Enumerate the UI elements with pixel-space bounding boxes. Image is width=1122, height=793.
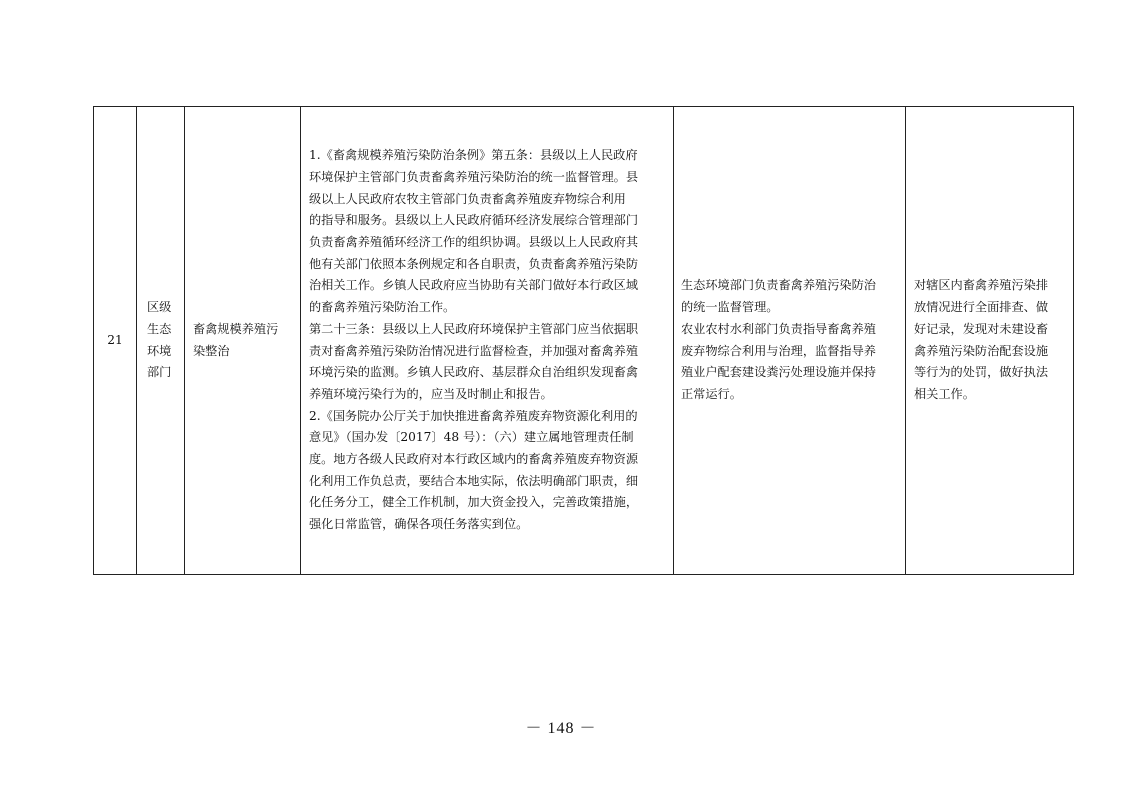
item-cell xyxy=(185,107,301,575)
text-line: 1.《畜禽规模养殖污染防治条例》第五条：县级以上人民政府 xyxy=(309,148,638,163)
text-line: 责对畜禽养殖污染防治情况进行监督检查，并加强对畜禽养殖 xyxy=(309,343,639,358)
text-line: 等行为的处罚，做好执法 xyxy=(914,365,1049,380)
text-line: 的畜禽养殖污染防治工作。 xyxy=(309,300,456,315)
text-line: 第二十三条：县级以上人民政府环境保护主管部门应当依据职 xyxy=(309,321,639,336)
text-line: 对辖区内畜禽养殖污染排 xyxy=(914,278,1049,293)
text-line: 环境保护主管部门负责畜禽养殖污染防治的统一监督管理。县 xyxy=(309,169,639,184)
text-line: 2.《国务院办公厅关于加快推进畜禽养殖废弃物资源化利用的 xyxy=(309,408,638,423)
text-line: 级以上人民政府农牧主管部门负责畜禽养殖废弃物综合利用 xyxy=(309,191,626,206)
text-line: 环境 xyxy=(147,343,172,358)
measure-cell xyxy=(906,107,1074,575)
duty-cell xyxy=(674,107,906,575)
duty-text xyxy=(674,275,905,405)
text-line: 强化日常监管，确保各项任务落实到位。 xyxy=(309,517,529,532)
text-line: 正常运行。 xyxy=(681,386,742,401)
text-line: 度。地方各级人民政府对本行政区域内的畜禽养殖废弃物资源 xyxy=(309,452,639,467)
text-line: 意见》（国办发〔2017〕48 号）：（六）建立属地管理责任制 xyxy=(309,430,634,445)
text-line: 部门 xyxy=(147,365,172,380)
text-line: 染整治 xyxy=(193,343,230,358)
text-line: 化任务分工，健全工作机制，加大资金投入，完善政策措施， xyxy=(309,495,639,510)
text-line: 殖业户配套建设粪污处理设施并保持 xyxy=(681,365,876,380)
text-line: 生态 xyxy=(147,321,172,336)
legal-basis-text xyxy=(301,145,673,536)
text-line: 畜禽规模养殖污 xyxy=(193,321,279,336)
item-text xyxy=(185,319,300,362)
responsibility-table xyxy=(93,106,1074,575)
text-line: 负责畜禽养殖循环经济工作的组织协调。县级以上人民政府其 xyxy=(309,234,639,249)
text-line: 好记录，发现对未建设畜 xyxy=(914,321,1049,336)
department-cell xyxy=(137,107,185,575)
measure-text xyxy=(906,275,1073,405)
text-line: 治相关工作。乡镇人民政府应当协助有关部门做好本行政区域 xyxy=(309,278,639,293)
page-number: － 148 － xyxy=(525,720,597,737)
text-line: 区级 xyxy=(147,300,172,315)
text-line: 的指导和服务。县级以上人民政府循环经济发展综合管理部门 xyxy=(309,213,639,228)
text-line: 相关工作。 xyxy=(914,386,975,401)
department-text xyxy=(137,297,184,384)
text-line: 生态环境部门负责畜禽养殖污染防治 xyxy=(681,278,876,293)
text-line: 养殖环境污染行为的，应当及时制止和报告。 xyxy=(309,386,553,401)
row-number: 21 xyxy=(107,332,123,347)
text-line: 环境污染的监测。乡镇人民政府、基层群众自治组织发现畜禽 xyxy=(309,365,639,380)
legal-basis-cell xyxy=(301,107,674,575)
text-line: 废弃物综合利用与治理，监督指导养 xyxy=(681,343,876,358)
text-line: 他有关部门依照本条例规定和各自职责，负责畜禽养殖污染防 xyxy=(309,256,639,271)
text-line: 禽养殖污染防治配套设施 xyxy=(914,343,1049,358)
table-row xyxy=(94,107,1074,575)
text-line: 放情况进行全面排查、做 xyxy=(914,300,1049,315)
text-line: 农业农村水利部门负责指导畜禽养殖 xyxy=(681,321,876,336)
text-line: 化利用工作负总责，要结合本地实际，依法明确部门职责，细 xyxy=(309,473,639,488)
row-number-cell xyxy=(94,107,137,575)
text-line: 的统一监督管理。 xyxy=(681,300,779,315)
